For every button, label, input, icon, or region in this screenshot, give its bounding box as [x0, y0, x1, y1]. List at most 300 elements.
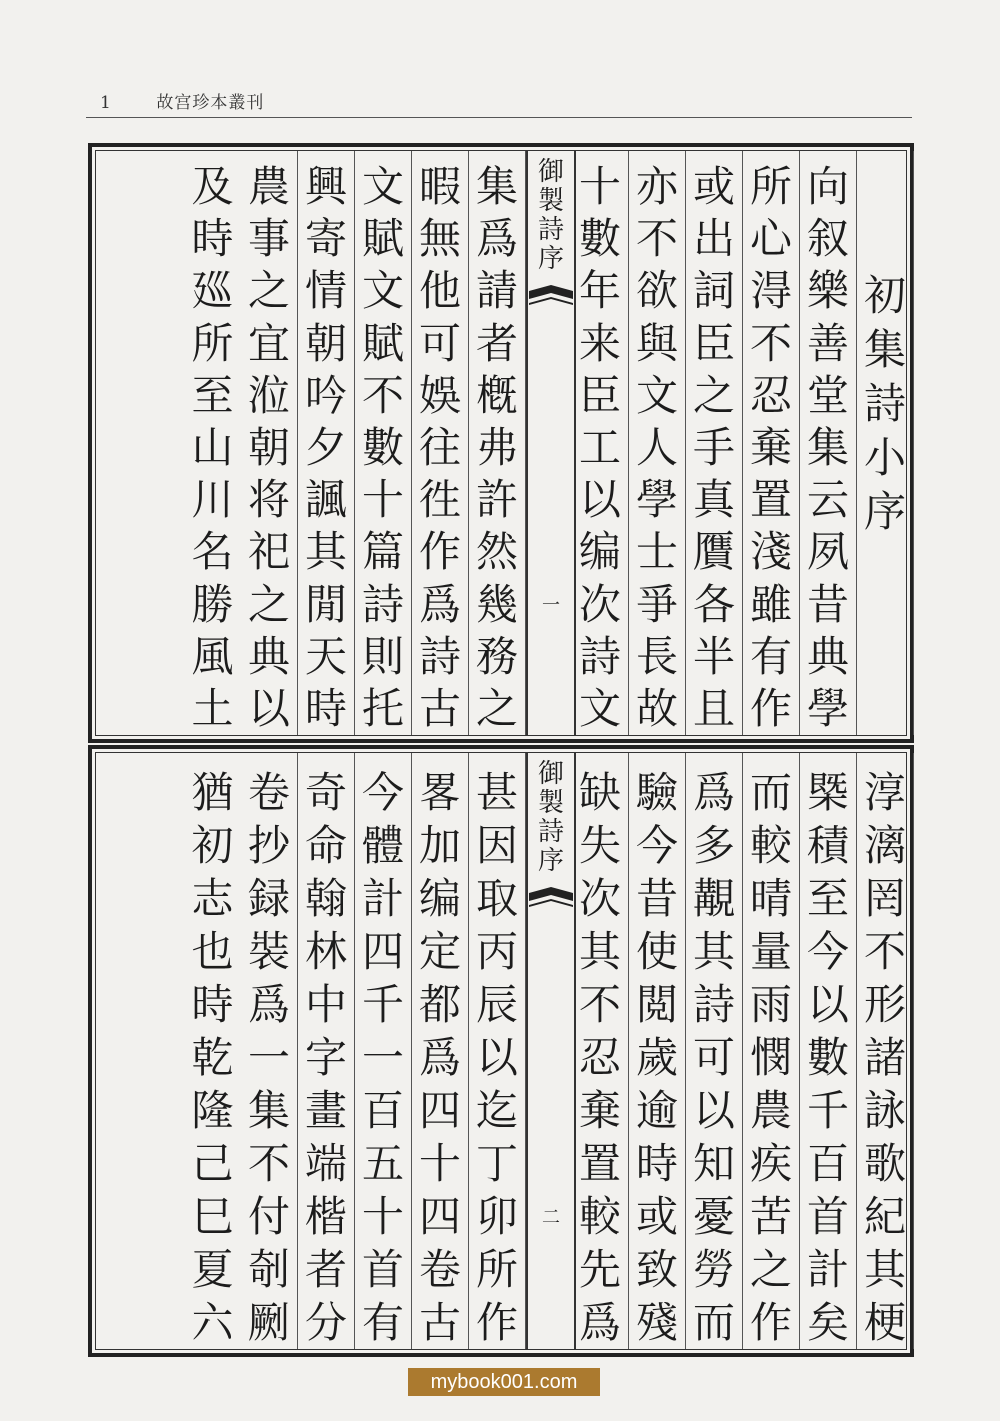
glyph: 晴	[749, 874, 792, 924]
center-label-char: 序	[537, 244, 564, 274]
glyph: 典	[247, 631, 290, 681]
glyph: 棄	[749, 423, 792, 473]
text-column	[800, 753, 857, 1349]
glyph: 集	[247, 1085, 290, 1135]
glyph: 者	[304, 1244, 347, 1294]
glyph: 賦	[361, 214, 404, 264]
glyph: 典	[806, 631, 849, 681]
glyph: 體	[361, 821, 404, 871]
glyph: 不	[863, 927, 906, 977]
glyph: 一	[247, 1032, 290, 1082]
glyph: 形	[863, 980, 906, 1030]
glyph: 百	[806, 1138, 849, 1188]
glyph: 畫	[304, 1085, 347, 1135]
glyph: 徃	[418, 475, 461, 525]
glyph: 至	[191, 370, 234, 420]
glyph: 風	[191, 631, 234, 681]
glyph: 编	[418, 874, 461, 924]
glyph: 作	[749, 683, 792, 733]
glyph: 故	[635, 683, 678, 733]
glyph: 録	[247, 874, 290, 924]
glyph: 将	[247, 475, 290, 525]
text-column	[629, 753, 686, 1349]
glyph: 之	[247, 579, 290, 629]
glyph: 序	[863, 487, 906, 536]
text-column	[857, 753, 914, 1349]
glyph: 奇	[304, 768, 347, 818]
glyph: 初	[191, 821, 234, 871]
glyph: 付	[247, 1191, 290, 1241]
glyph: 欲	[635, 266, 678, 316]
glyph: 暇	[418, 162, 461, 212]
glyph: 以	[578, 475, 621, 525]
glyph: 小	[863, 433, 906, 482]
glyph: 詠	[863, 1085, 906, 1135]
glyph: 心	[749, 214, 792, 264]
glyph: 所	[475, 1244, 518, 1294]
glyph: 缺	[578, 768, 621, 818]
glyph: 使	[635, 927, 678, 977]
glyph: 勝	[191, 579, 234, 629]
center-label-char: 詩	[537, 817, 564, 847]
glyph: 善	[806, 318, 849, 368]
glyph: 卷	[247, 768, 290, 818]
glyph: 古	[418, 1297, 461, 1347]
top-panel-frame	[95, 150, 907, 736]
glyph: 其	[863, 1244, 906, 1294]
glyph: 川	[191, 475, 234, 525]
glyph: 歌	[863, 1138, 906, 1188]
glyph: 六	[191, 1297, 234, 1347]
glyph: 朝	[247, 423, 290, 473]
glyph: 半	[692, 631, 735, 681]
glyph: 劂	[247, 1297, 290, 1347]
text-column	[355, 151, 412, 735]
glyph: 士	[635, 527, 678, 577]
glyph: 雖	[749, 579, 792, 629]
glyph: 有	[749, 631, 792, 681]
glyph: 情	[304, 266, 347, 316]
glyph: 今	[361, 768, 404, 818]
glyph: 置	[749, 475, 792, 525]
glyph: 字	[304, 1032, 347, 1082]
glyph: 昔	[635, 874, 678, 924]
folio-number: 二	[542, 1207, 560, 1228]
glyph: 詩	[361, 579, 404, 629]
glyph: 叙	[806, 214, 849, 264]
glyph: 然	[475, 527, 518, 577]
text-column	[572, 753, 629, 1349]
glyph: 所	[191, 318, 234, 368]
glyph: 今	[806, 927, 849, 977]
glyph: 乾	[191, 1032, 234, 1082]
text-column	[355, 753, 412, 1349]
glyph: 祀	[247, 527, 290, 577]
glyph: 淂	[749, 266, 792, 316]
glyph: 疾	[749, 1138, 792, 1188]
glyph: 己	[191, 1138, 234, 1188]
glyph: 時	[635, 1138, 678, 1188]
center-label-char: 詩	[537, 215, 564, 245]
glyph: 計	[361, 874, 404, 924]
glyph: 以	[692, 1085, 735, 1135]
glyph: 也	[191, 927, 234, 977]
glyph: 文	[635, 370, 678, 420]
text-column	[800, 151, 857, 735]
glyph: 千	[361, 980, 404, 1030]
glyph: 棄	[578, 1085, 621, 1135]
running-header	[86, 88, 912, 113]
folio-number: 一	[542, 595, 560, 616]
glyph: 則	[361, 631, 404, 681]
glyph: 名	[191, 527, 234, 577]
glyph: 抄	[247, 821, 290, 871]
glyph: 辰	[475, 980, 518, 1030]
glyph: 勞	[692, 1244, 735, 1294]
glyph: 憂	[692, 1191, 735, 1241]
glyph: 作	[749, 1297, 792, 1347]
glyph: 知	[692, 1138, 735, 1188]
glyph: 梗	[863, 1297, 906, 1347]
glyph: 之	[749, 1244, 792, 1294]
glyph: 初	[863, 271, 906, 320]
glyph: 不	[247, 1138, 290, 1188]
glyph: 弗	[475, 423, 518, 473]
glyph: 不	[635, 214, 678, 264]
glyph: 而	[692, 1297, 735, 1347]
glyph: 年	[578, 266, 621, 316]
glyph: 諸	[863, 1032, 906, 1082]
glyph: 數	[806, 1032, 849, 1082]
glyph: 猶	[191, 768, 234, 818]
glyph: 卷	[418, 1244, 461, 1294]
glyph: 巳	[191, 1191, 234, 1241]
glyph: 千	[806, 1085, 849, 1135]
glyph: 中	[304, 980, 347, 1030]
page-number: 1	[100, 93, 112, 113]
glyph: 百	[361, 1085, 404, 1135]
glyph: 寄	[304, 214, 347, 264]
glyph: 古	[418, 683, 461, 733]
glyph: 首	[361, 1244, 404, 1294]
glyph: 以	[247, 683, 290, 733]
glyph: 裝	[247, 927, 290, 977]
glyph: 歲	[635, 1032, 678, 1082]
glyph: 朝	[304, 318, 347, 368]
glyph: 四	[361, 927, 404, 977]
glyph: 覯	[692, 874, 735, 924]
glyph: 較	[578, 1191, 621, 1241]
center-label-char: 御	[537, 157, 564, 187]
glyph: 来	[578, 318, 621, 368]
glyph: 量	[749, 927, 792, 977]
glyph: 淺	[749, 527, 792, 577]
glyph: 十	[361, 475, 404, 525]
glyph: 驗	[635, 768, 678, 818]
glyph: 翰	[304, 874, 347, 924]
top-page-panel	[88, 143, 914, 743]
glyph: 都	[418, 980, 461, 1030]
glyph: 加	[418, 821, 461, 871]
glyph: 人	[635, 423, 678, 473]
text-column	[298, 151, 355, 735]
glyph: 殘	[635, 1297, 678, 1347]
center-label	[538, 159, 564, 275]
text-column	[743, 753, 800, 1349]
glyph: 文	[361, 266, 404, 316]
glyph: 四	[418, 1191, 461, 1241]
glyph: 文	[361, 162, 404, 212]
glyph: 涖	[247, 370, 290, 420]
glyph: 爲	[578, 1297, 621, 1347]
glyph: 次	[578, 874, 621, 924]
glyph: 不	[749, 318, 792, 368]
glyph: 昔	[806, 579, 849, 629]
glyph: 端	[304, 1138, 347, 1188]
glyph: 置	[578, 1138, 621, 1188]
glyph: 之	[692, 370, 735, 420]
text-column	[743, 151, 800, 735]
glyph: 集	[863, 325, 906, 374]
glyph: 夏	[191, 1244, 234, 1294]
glyph: 定	[418, 927, 461, 977]
glyph: 槪	[475, 370, 518, 420]
glyph: 堂	[806, 370, 849, 420]
text-column	[469, 753, 526, 1349]
text-column	[686, 151, 743, 735]
glyph: 命	[304, 821, 347, 871]
glyph: 可	[418, 318, 461, 368]
glyph: 以	[475, 1032, 518, 1082]
glyph: 丁	[475, 1138, 518, 1188]
glyph: 時	[191, 214, 234, 264]
text-column	[184, 753, 241, 1349]
text-column	[241, 151, 298, 735]
glyph: 因	[475, 821, 518, 871]
glyph: 首	[806, 1191, 849, 1241]
glyph: 臣	[692, 318, 735, 368]
glyph: 篇	[361, 527, 404, 577]
glyph: 臣	[578, 370, 621, 420]
glyph: 卯	[475, 1191, 518, 1241]
glyph: 隆	[191, 1085, 234, 1135]
center-label-char: 製	[537, 788, 564, 818]
glyph: 今	[635, 821, 678, 871]
text-column	[469, 151, 526, 735]
glyph: 致	[635, 1244, 678, 1294]
glyph: 爲	[418, 1032, 461, 1082]
text-column	[412, 151, 469, 735]
glyph: 槩	[806, 768, 849, 818]
glyph: 十	[418, 1138, 461, 1188]
glyph: 不	[361, 370, 404, 420]
text-column	[412, 753, 469, 1349]
center-label-char: 製	[537, 186, 564, 216]
glyph: 土	[191, 683, 234, 733]
text-column	[686, 753, 743, 1349]
glyph: 爭	[635, 579, 678, 629]
glyph: 逾	[635, 1085, 678, 1135]
glyph: 樂	[806, 266, 849, 316]
glyph: 及	[191, 162, 234, 212]
glyph: 集	[806, 423, 849, 473]
glyph: 托	[361, 683, 404, 733]
glyph: 紀	[863, 1191, 906, 1241]
glyph: 請	[475, 266, 518, 316]
glyph: 或	[635, 1191, 678, 1241]
glyph: 廵	[191, 266, 234, 316]
glyph: 無	[418, 214, 461, 264]
glyph: 贋	[692, 527, 735, 577]
glyph: 數	[578, 214, 621, 264]
glyph: 詩	[578, 631, 621, 681]
glyph: 作	[418, 527, 461, 577]
text-column	[298, 753, 355, 1349]
glyph: 漓	[863, 821, 906, 871]
text-column	[184, 151, 241, 735]
glyph: 吟	[304, 370, 347, 420]
glyph: 其	[578, 927, 621, 977]
glyph: 不	[578, 980, 621, 1030]
glyph: 時	[304, 683, 347, 733]
glyph: 他	[418, 266, 461, 316]
glyph: 有	[361, 1297, 404, 1347]
center-label-char: 御	[537, 759, 564, 789]
glyph: 詩	[863, 379, 906, 428]
glyph: 之	[247, 266, 290, 316]
glyph: 向	[806, 162, 849, 212]
glyph: 可	[692, 1032, 735, 1082]
glyph: 楷	[304, 1191, 347, 1241]
glyph: 計	[806, 1244, 849, 1294]
glyph: 淳	[863, 768, 906, 818]
center-column	[526, 753, 576, 1349]
glyph: 雨	[749, 980, 792, 1030]
glyph: 詩	[692, 980, 735, 1030]
text-column	[241, 753, 298, 1349]
bottom-panel-frame	[95, 752, 907, 1350]
glyph: 真	[692, 475, 735, 525]
glyph: 往	[418, 423, 461, 473]
glyph: 矣	[806, 1297, 849, 1347]
glyph: 興	[304, 162, 347, 212]
glyph: 甚	[475, 768, 518, 818]
glyph: 失	[578, 821, 621, 871]
glyph: 爲	[692, 768, 735, 818]
glyph: 夙	[806, 527, 849, 577]
glyph: 林	[304, 927, 347, 977]
glyph: 四	[418, 1085, 461, 1135]
glyph: 且	[692, 683, 735, 733]
glyph: 十	[578, 162, 621, 212]
glyph: 迄	[475, 1085, 518, 1135]
glyph: 數	[361, 423, 404, 473]
glyph: 一	[361, 1032, 404, 1082]
center-column	[526, 151, 576, 735]
glyph: 而	[749, 768, 792, 818]
glyph: 以	[806, 980, 849, 1030]
text-column	[572, 151, 629, 735]
glyph: 或	[692, 162, 735, 212]
glyph: 出	[692, 214, 735, 264]
glyph: 長	[635, 631, 678, 681]
glyph: 各	[692, 579, 735, 629]
glyph: 苦	[749, 1191, 792, 1241]
glyph: 之	[475, 683, 518, 733]
text-column	[629, 151, 686, 735]
glyph: 剞	[247, 1244, 290, 1294]
glyph: 諷	[304, 475, 347, 525]
glyph: 爲	[475, 214, 518, 264]
glyph: 賦	[361, 318, 404, 368]
glyph: 分	[304, 1297, 347, 1347]
glyph: 集	[475, 162, 518, 212]
center-label	[538, 761, 564, 877]
watermark-banner: mybook001.com	[408, 1368, 600, 1396]
glyph: 農	[749, 1085, 792, 1135]
glyph: 所	[749, 162, 792, 212]
glyph: 云	[806, 475, 849, 525]
glyph: 忍	[749, 370, 792, 420]
glyph: 十	[361, 1191, 404, 1241]
glyph: 至	[806, 874, 849, 924]
fishtail-mark-icon	[529, 887, 573, 913]
glyph: 工	[578, 423, 621, 473]
bottom-page-panel	[88, 745, 914, 1357]
glyph: 學	[635, 475, 678, 525]
glyph: 丙	[475, 927, 518, 977]
glyph: 爲	[418, 579, 461, 629]
glyph: 幾	[475, 579, 518, 629]
glyph: 事	[247, 214, 290, 264]
glyph: 詩	[418, 631, 461, 681]
series-title: 故宫珍本叢刊	[156, 93, 265, 113]
glyph: 罔	[863, 874, 906, 924]
glyph: 較	[749, 821, 792, 871]
glyph: 憫	[749, 1032, 792, 1082]
glyph: 爲	[247, 980, 290, 1030]
glyph: 次	[578, 579, 621, 629]
glyph: 手	[692, 423, 735, 473]
glyph: 忍	[578, 1032, 621, 1082]
glyph: 天	[304, 631, 347, 681]
glyph: 其	[304, 527, 347, 577]
glyph: 詞	[692, 266, 735, 316]
glyph: 時	[191, 980, 234, 1030]
center-label-char: 序	[537, 846, 564, 876]
glyph: 閲	[635, 980, 678, 1030]
header-rule	[86, 117, 912, 118]
glyph: 閒	[304, 579, 347, 629]
glyph: 許	[475, 475, 518, 525]
glyph: 夕	[304, 423, 347, 473]
glyph: 取	[475, 874, 518, 924]
glyph: 學	[806, 683, 849, 733]
glyph: 山	[191, 423, 234, 473]
glyph: 務	[475, 631, 518, 681]
glyph: 作	[475, 1297, 518, 1347]
glyph: 宜	[247, 318, 290, 368]
glyph: 者	[475, 318, 518, 368]
text-column	[857, 151, 914, 735]
glyph: 亦	[635, 162, 678, 212]
glyph: 其	[692, 927, 735, 977]
glyph: 農	[247, 162, 290, 212]
glyph: 文	[578, 683, 621, 733]
glyph: 多	[692, 821, 735, 871]
glyph: 志	[191, 874, 234, 924]
glyph: 積	[806, 821, 849, 871]
